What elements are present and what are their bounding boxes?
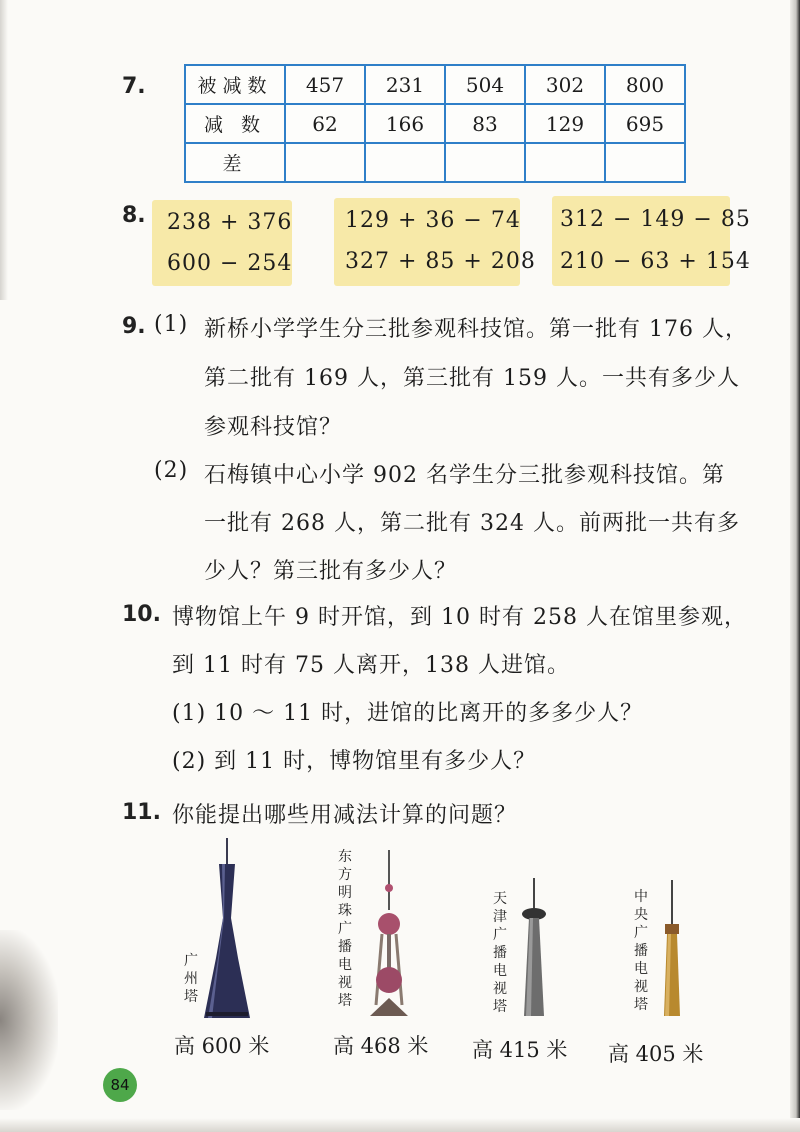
tower-height: 高 600 米 [174,1034,270,1058]
table-cell: 129 [525,104,605,143]
question-text: 少人？第三批有多少人？ [204,559,458,584]
tower-name-label: 中央广播电视塔 [634,889,648,1013]
tower-name-label: 广州塔 [184,953,198,1005]
table-cell: 83 [445,104,525,143]
tower-height: 高 468 米 [333,1034,429,1058]
answer-cell[interactable] [285,143,365,182]
table-cell: 62 [285,104,365,143]
question-text: 博物馆上午 9 时开馆，到 10 时有 258 人在馆里参观， [172,605,747,630]
oriental-pearl-tower-illustration [364,850,414,1018]
answer-cell[interactable] [365,143,445,182]
page-binding-edge [790,0,800,1132]
subtraction-table [184,64,686,183]
question-text: (1) 10 ～ 11 时，进馆的比离开的多多少人？ [172,701,644,726]
table-row-header: 被减数 [185,65,285,104]
question-7-number: 7. [122,74,146,99]
answer-cell[interactable] [445,143,525,182]
question-text: 第二批有 169 人，第三批有 159 人。一共有多少人 [204,366,740,391]
expression: 238 + 376 [167,210,293,235]
expression: 210 − 63 + 154 [560,249,751,274]
part-marker: (2) [154,458,189,483]
tower-height: 高 405 米 [608,1042,704,1066]
cctv-tower-illustration [654,880,690,1018]
tianjin-tower-illustration [512,878,556,1018]
question-text: 到 11 时有 75 人离开，138 人进馆。 [172,653,570,678]
tower-name-label: 东方明珠广播电视塔 [338,849,352,1009]
expression: 129 + 36 − 74 [345,208,521,233]
question-11-number: 11. [122,800,161,825]
question-text: 你能提出哪些用减法计算的问题？ [172,803,518,828]
tower-name-label: 天津广播电视塔 [493,891,507,1015]
table-row-header: 减 数 [185,104,285,143]
page-edge-shadow [0,0,8,300]
question-10-number: 10. [122,602,161,627]
table-row [185,143,685,182]
table-cell: 695 [605,104,685,143]
table-cell: 800 [605,65,685,104]
table-cell: 302 [525,65,605,104]
answer-cell[interactable] [525,143,605,182]
table-row [185,104,685,143]
table-cell: 457 [285,65,365,104]
question-text: 石梅镇中心小学 902 名学生分三批参观科技馆。第 [204,463,725,488]
question-9-number: 9. [122,314,146,339]
expression: 600 − 254 [167,251,293,276]
question-text: 一批有 268 人，第二批有 324 人。前两批一共有多 [204,511,740,536]
tower-height: 高 415 米 [472,1038,568,1062]
question-text: 新桥小学学生分三批参观科技馆。第一批有 176 人， [204,317,748,342]
table-row-header: 差 [185,143,285,182]
page-edge-shadow-bottom [0,930,58,1110]
expression: 312 − 149 − 85 [560,207,751,232]
table-cell: 504 [445,65,525,104]
table-cell: 166 [365,104,445,143]
expression: 327 + 85 + 208 [345,249,536,274]
canton-tower-illustration [192,838,262,1020]
question-text: (2) 到 11 时，博物馆里有多少人？ [172,749,537,774]
table-row [185,65,685,104]
page-number-badge: 84 [103,1068,137,1102]
page-bottom-shadow [0,1118,800,1132]
part-marker: (1) [154,312,189,337]
question-8-number: 8. [122,203,146,228]
table-cell: 231 [365,65,445,104]
question-text: 参观科技馆？ [204,415,343,440]
answer-cell[interactable] [605,143,685,182]
